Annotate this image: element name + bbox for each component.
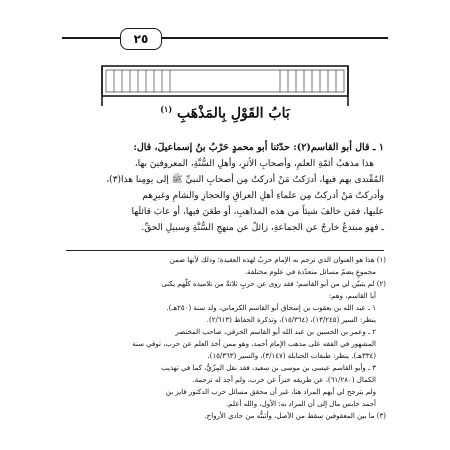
footnote-line: مجموعٍ يضمّ مسائل متعدّدة في علوم مختلفة. [244, 268, 376, 276]
body-line: ـ فهو مبتدعٌ خارجٌ عن الجماعةِ، زائلٌ عن منهجِ السُّنَّةِ وسبيلِ الحقِّ. [141, 223, 384, 233]
footnote-line: ينظر: السير (١٣/٢٤٥)، (١٥/٣٦٤)، وتذكرة الحفاظ (٢/٦١٣). [206, 316, 376, 324]
footnote-line: أحمد حابس مال إلى أن المراد به: الأول، والله أعلم. [226, 400, 376, 408]
body-line: وأدركتُ مَنْ أدركتُ مِن علماءِ أهلِ العراقِ والحجازِ والشامِ وغيرِهم [142, 191, 384, 201]
footnote-line: (٢) لم يتبيّن لي من أبو القاسم؛ فقد روى عن حربٍ ثلاثةٌ من تلاميذه كلّهم يكنى [161, 280, 386, 288]
footnote-line: ١ ـ عبد الله بن يعقوب بن إسحاق أبو القاسم الكرماني، ولد سنة (٢٥٠هـ). [166, 304, 376, 312]
footnote-line: (٣٣٤هـ). ينظر: طبقات الحنابلة (٣/١٤٧)، والسير (١٥/٣٦٣). [207, 352, 376, 360]
footnote-line: ولم يترجح لي أيهم المراد هنا، غير أن محقق مسائل حرب الدكتور فايز بن [165, 388, 376, 396]
body-line: هذا مذهبُ أئمّةِ العلمِ، وأصحابِ الأثرِ، وأهلِ السُّنَّةِ، المعروفينَ بها، [134, 159, 374, 169]
footnote-line: المشهور في الفقه على مذهب الإمام أحمد، وهو ممن أخذ العلم عن حرب، توفي سنة [132, 340, 376, 348]
chapter-title [100, 104, 350, 122]
footnote-line: (٣) ما بين المعقوفين سقط من الأصل، وأثبتُّه من حادي الأرواح. [204, 412, 386, 420]
footnotes [64, 254, 386, 422]
footnote-line: أبا القاسم، وهم: [328, 292, 376, 300]
page-number: ٢٥ [120, 28, 162, 50]
footnote-line: ٣ ـ وأبو القاسم عيسى بن موسى بن سعيد، فقد نقل المِزّيُّ، كما في تهذيب [161, 364, 376, 372]
body-text [66, 140, 384, 236]
chapter-note-ref: (١) [160, 104, 173, 114]
footnote-divider [66, 250, 384, 251]
header-rule [62, 37, 388, 39]
footnote-line: (١) هذا هو العنوان الذي ترجم به الإمام حربٌ لهذه العقيدة؛ وذلك لأنها ضمن [169, 256, 386, 264]
chapter-title-text: بَابُ القَوْلِ بِالمَذْهَبِ [177, 105, 290, 122]
body-line: عليها، فمَن خالفَ شيئاً من هذه المذاهبِ، أو طعَنَ فيها، أو عابَ قائلَها [131, 207, 384, 217]
body-line: المُقْتدى بهم فيها، أدرَكتُ مَنْ أدركتُ مِن أصحابِ النبيِّ ﷺ إلى يومِنا هذا(٣)، [106, 175, 384, 185]
lead-line: ١ ـ قال أبو القاسم(٢): حدّثنا أبو محمدٍ حَرْبُ بنُ إسماعيلَ، قال: [133, 142, 384, 153]
footnote-line: ٢ ـ وعمر بن الحسين بن عبد الله أبو القاسم الخرقي، صاحب المختصر [175, 328, 376, 336]
footnote-line: الكمال (٦١/٢٨٠)، عن طريقه خبراً عن حرب، ولم أجد له ترجمة. [192, 376, 376, 384]
